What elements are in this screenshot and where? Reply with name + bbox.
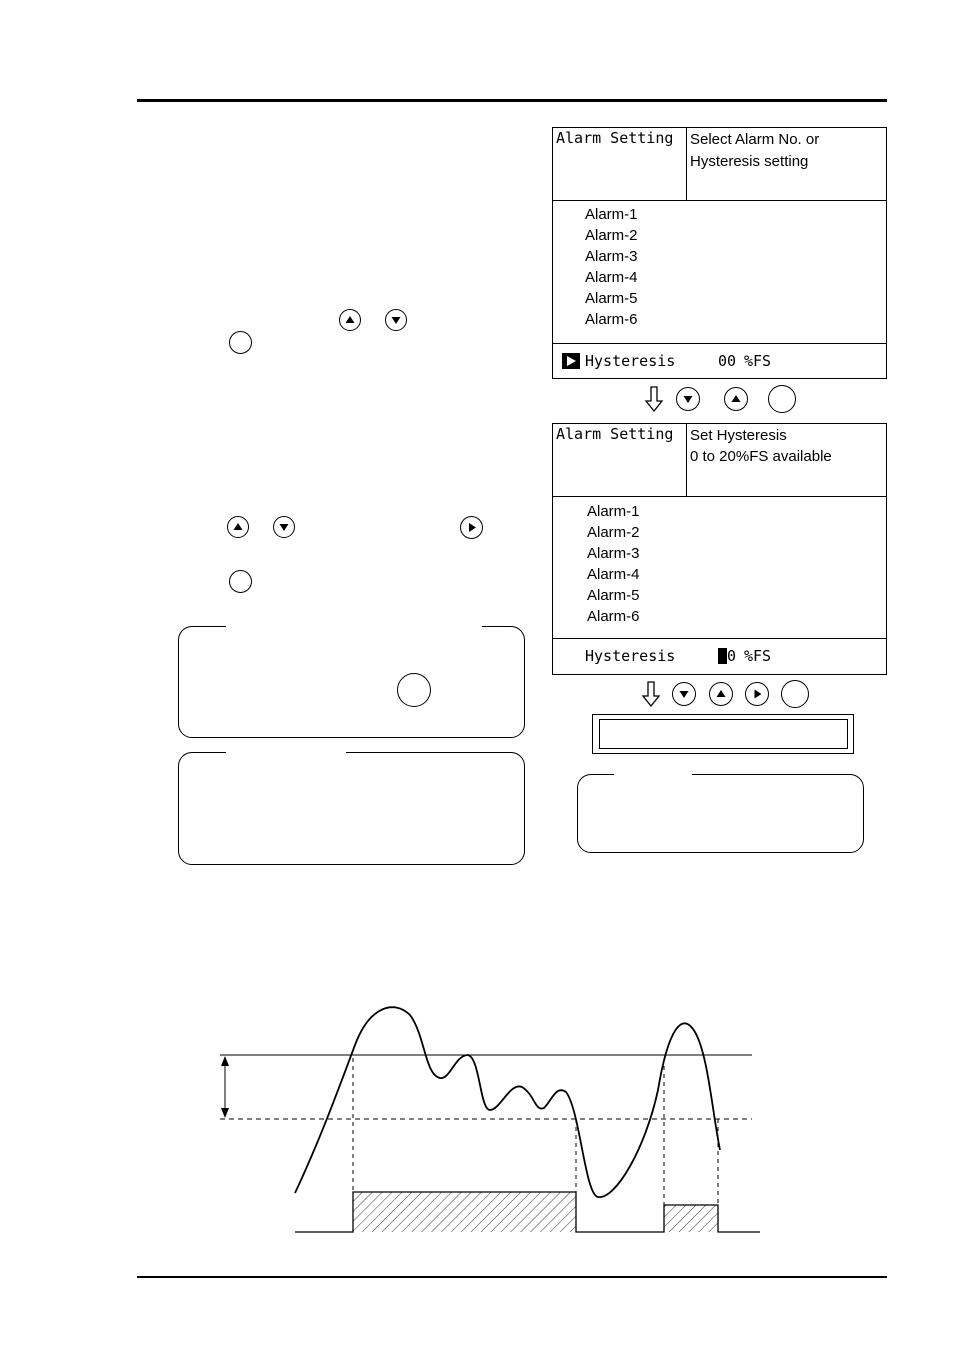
note-box (178, 752, 525, 865)
list-item[interactable]: Alarm-5 (585, 290, 638, 307)
hysteresis-value: 00 (718, 352, 737, 370)
list-item[interactable]: Alarm-4 (587, 566, 640, 583)
divider (553, 496, 886, 497)
divider (553, 200, 886, 201)
down-key-icon (385, 309, 407, 331)
result-box-inner (599, 719, 848, 749)
down-arrow-icon (641, 681, 661, 707)
down-key-icon (676, 387, 700, 411)
note-box-title-gap (226, 750, 346, 754)
list-item[interactable]: Alarm-3 (587, 545, 640, 562)
down-key-icon (672, 682, 696, 706)
right-key-icon (460, 516, 483, 539)
help-line-2: Hysteresis setting (690, 153, 809, 170)
note-box (178, 626, 525, 738)
list-item[interactable]: Alarm-1 (587, 503, 640, 520)
screen-title: Alarm Setting (553, 128, 687, 201)
down-key-icon (273, 516, 295, 538)
list-item[interactable]: Alarm-1 (585, 206, 638, 223)
list-item[interactable]: Alarm-6 (585, 311, 638, 328)
down-arrow-icon (644, 386, 664, 412)
screen-help-text (687, 424, 886, 467)
help-line-1: Set Hysteresis (690, 427, 787, 444)
up-key-icon (227, 516, 249, 538)
hysteresis-row[interactable] (553, 344, 886, 378)
alarm-setting-screen-1 (552, 127, 887, 379)
enter-key-icon (397, 673, 431, 707)
hysteresis-unit: %FS (744, 647, 772, 665)
screen-title: Alarm Setting (553, 424, 687, 497)
up-key-icon (339, 309, 361, 331)
list-item[interactable]: Alarm-6 (587, 608, 640, 625)
alarm-setting-screen-2 (552, 423, 887, 675)
hysteresis-label: Hysteresis (585, 647, 676, 665)
hysteresis-row[interactable] (553, 639, 886, 674)
hysteresis-unit: %FS (744, 352, 772, 370)
alarm-on-region (353, 1192, 576, 1232)
alarm-on-region (664, 1205, 718, 1232)
process-value-curve (295, 1007, 720, 1197)
hysteresis-value: 0 (727, 647, 737, 665)
help-line-2: 0 to 20%FS available (690, 448, 832, 465)
list-item[interactable]: Alarm-5 (587, 587, 640, 604)
cursor-arrow-icon (562, 353, 580, 369)
enter-key-icon (229, 570, 252, 593)
list-item[interactable]: Alarm-2 (585, 227, 638, 244)
alarm-list (587, 501, 640, 627)
hysteresis-label: Hysteresis (585, 352, 676, 370)
note-box (577, 774, 864, 853)
right-key-icon (745, 682, 769, 706)
help-line-1: Select Alarm No. or (690, 131, 820, 148)
header-rule (137, 99, 887, 102)
enter-key-icon (229, 331, 252, 354)
up-key-icon (724, 387, 748, 411)
note-box-title-gap (614, 772, 692, 776)
note-box-title-gap (226, 624, 482, 628)
list-item[interactable]: Alarm-3 (585, 248, 638, 265)
list-item[interactable]: Alarm-4 (585, 269, 638, 286)
edit-cursor (718, 648, 727, 664)
list-item[interactable]: Alarm-2 (587, 524, 640, 541)
footer-rule (137, 1276, 887, 1278)
enter-key-icon (768, 385, 796, 413)
alarm-list (585, 204, 638, 330)
hysteresis-diagram (200, 990, 780, 1250)
enter-key-icon (781, 680, 809, 708)
screen-help-text (687, 128, 886, 173)
up-key-icon (709, 682, 733, 706)
